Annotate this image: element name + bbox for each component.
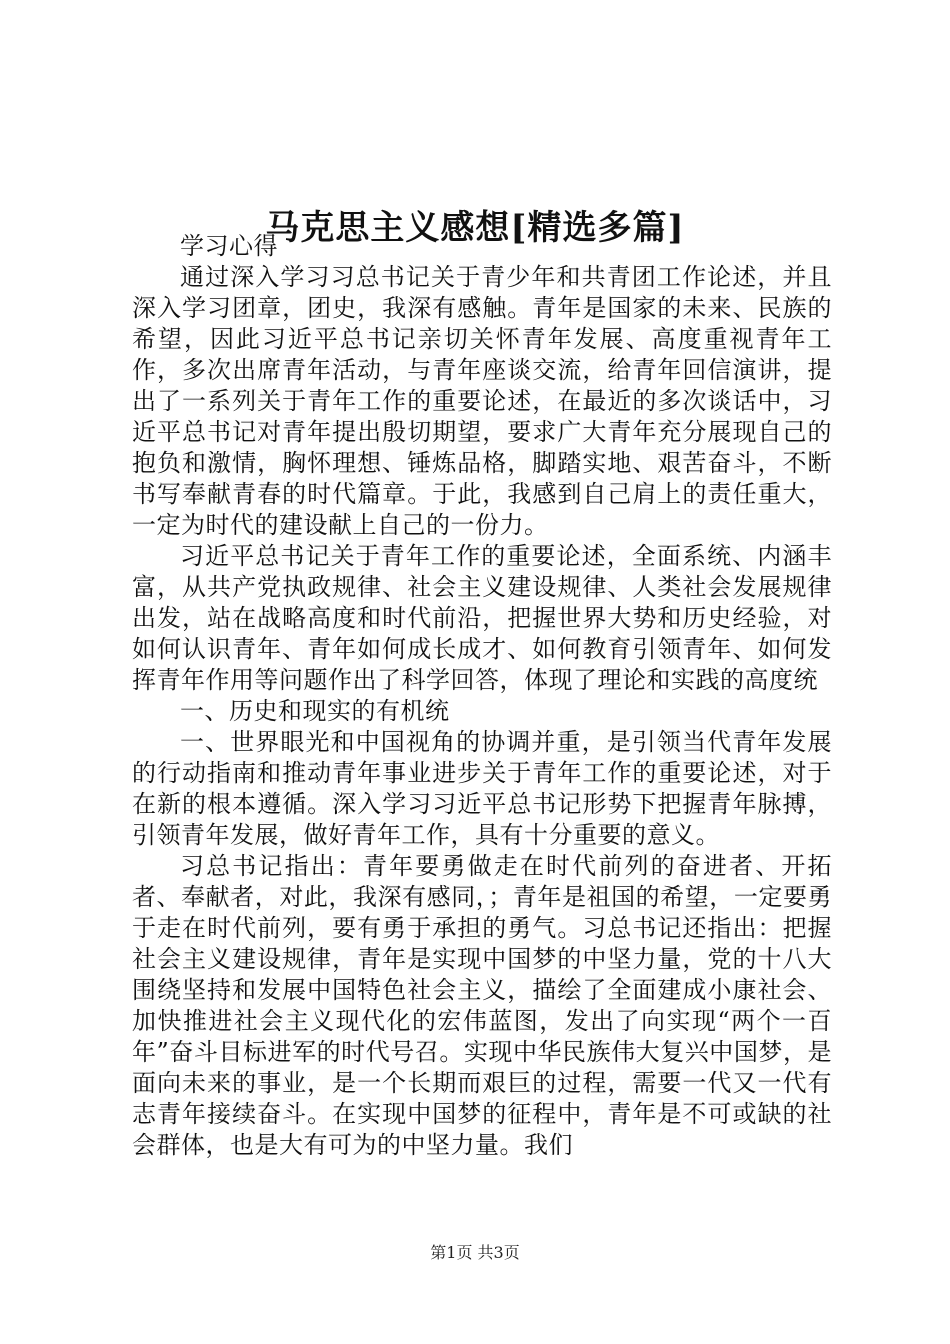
paragraph-1: 通过深入学习习总书记关于青少年和共青团工作论述，并且深入学习团章，团史，我深有感触。青年是国家的未来、民族的希望，因此习近平总书记亲切关怀青年发展、高度重视青年工作，多次出席青年活动，与青年座谈交流，给青年回信演讲，提出了一系列关于青年工作的重要论述，在最近的多次谈话中，习近平总书记对青年提出殷切期望，要求广大青年充分展现自己的抱负和激情，胸怀理想、锤炼品格，脚踏实地、艰苦奋斗，不断书写奉献青春的时代篇章。于此，我感到自己肩上的责任重大，一定为时代的建设献上自己的一份力。: [132, 263, 832, 539]
document-body: [132, 231, 832, 1161]
paragraph-4: 习总书记指出：青年要勇做走在时代前列的奋进者、开拓者、奉献者，对此，我深有感同，；青年是祖国的希望，一定要勇于走在时代前列，要有勇于承担的勇气。习总书记还指出：把握社会主义建设规律，青年是实现中国梦的中坚力量，党的十八大围绕坚持和发展中国特色社会主义，描绘了全面建成小康社会、加快推进社会主义现代化的宏伟蓝图，发出了向实现“两个一百年”奋斗目标进军的时代号召。实现中华民族伟大复兴中国梦，是面向未来的事业，是一个长期而艰巨的过程，需要一代又一代有志青年接续奋斗。在实现中国梦的征程中，青年是不可或缺的社会群体，也是大有可为的中坚力量。我们: [132, 852, 832, 1159]
section-heading-1: 一、历史和现实的有机统: [180, 697, 450, 725]
page-footer: 第1页 共3页: [430, 1243, 520, 1262]
document-title: 马克思主义感想[精选多篇]: [265, 207, 685, 248]
paragraph-2: 习近平总书记关于青年工作的重要论述，全面系统、内涵丰富，从共产党执政规律、社会主义建设规律、人类社会发展规律出发，站在战略高度和时代前沿，把握世界大势和历史经验，对如何认识青年、青年如何成长成才、如何教育引领青年、如何发挥青年作用等问题作出了科学回答，体现了理论和实践的高度统: [132, 542, 832, 694]
paragraph-heading-study-notes: 学习心得: [180, 232, 278, 260]
paragraph-3: 一、世界眼光和中国视角的协调并重，是引领当代青年发展的行动指南和推动青年事业进步关于青年工作的重要论述，对于在新的根本遵循。深入学习习近平总书记形势下把握青年脉搏，引领青年发展，做好青年工作，具有十分重要的意义。: [132, 728, 832, 849]
